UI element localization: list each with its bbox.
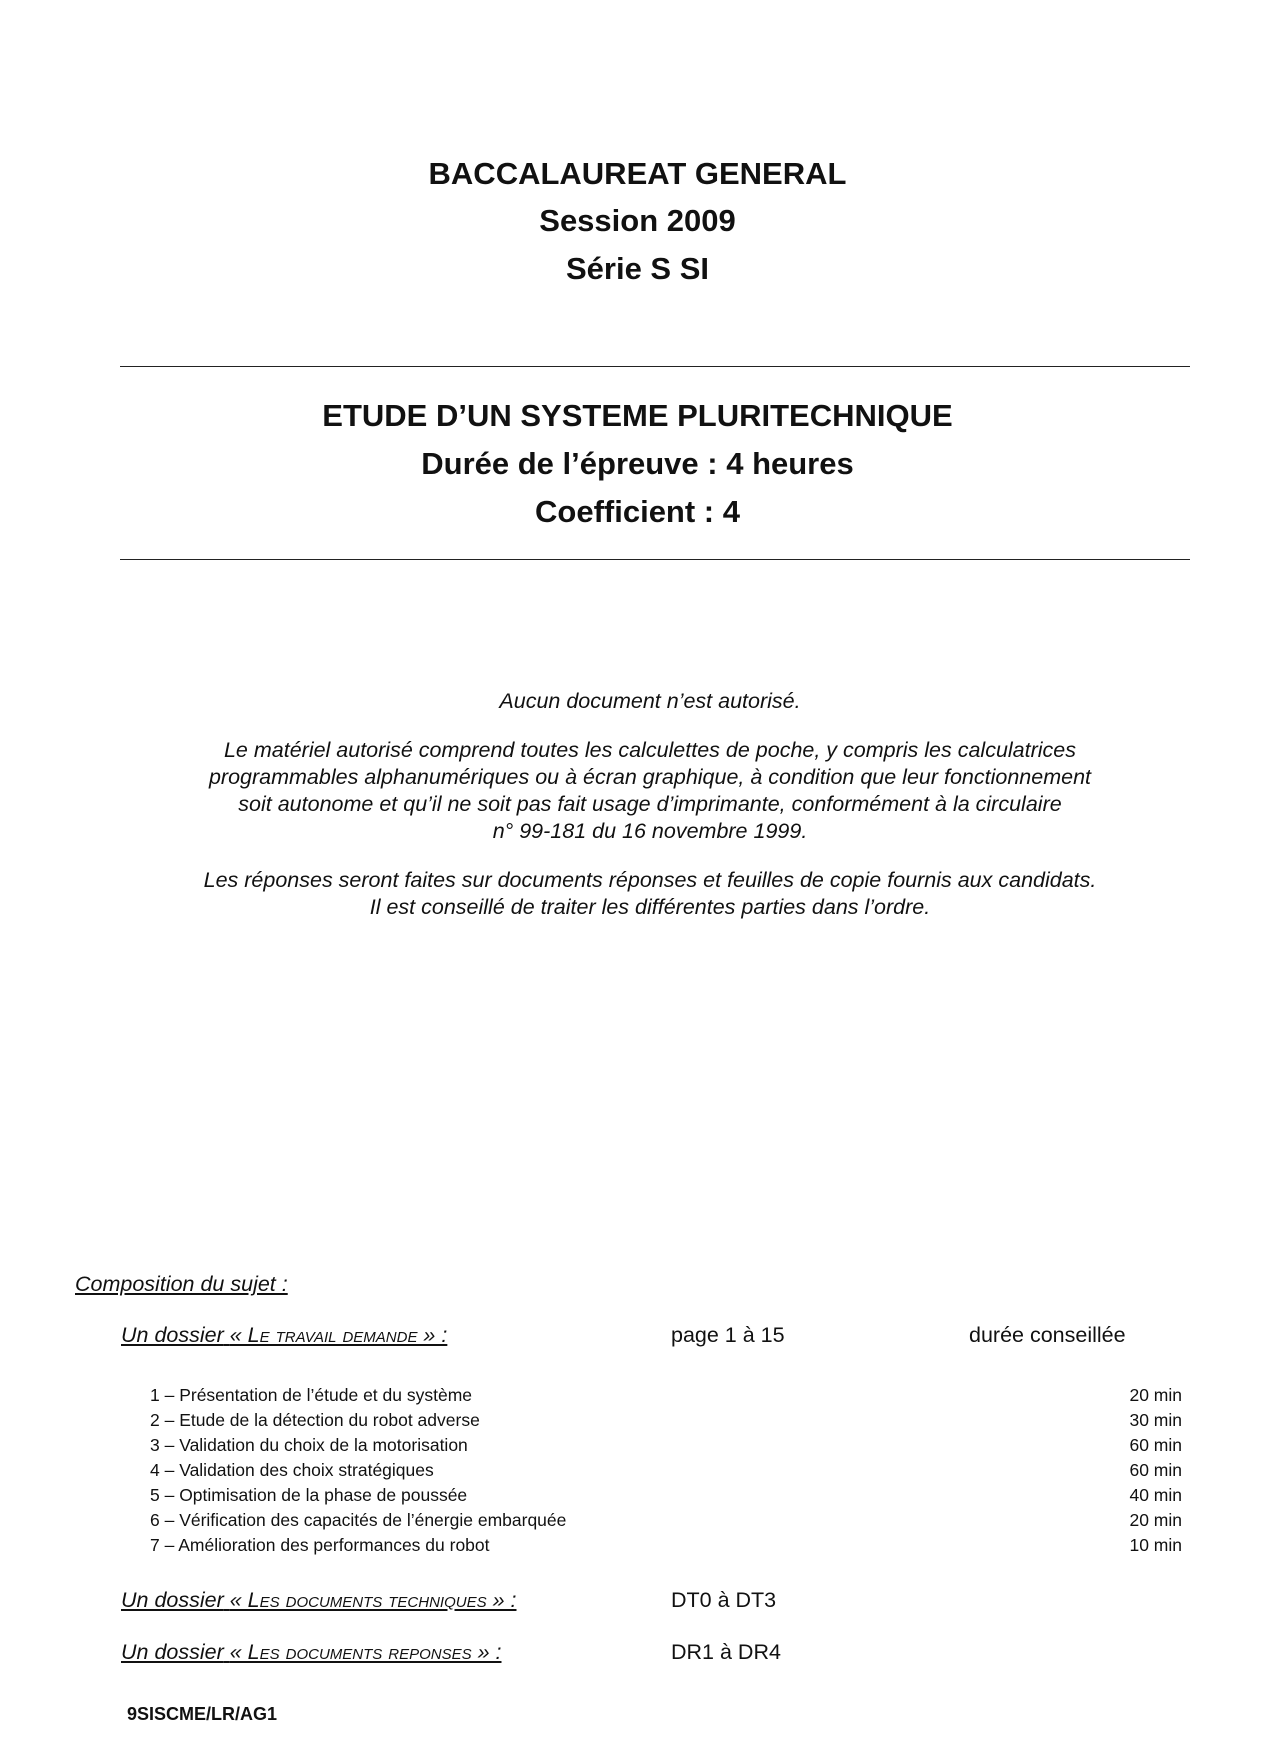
part-7: 7 – Amélioration des performances du robot	[150, 1535, 490, 1555]
material-line-4: n° 99-181 du 16 novembre 1999.	[492, 819, 808, 843]
part-5-time: 40 min	[1129, 1485, 1182, 1505]
header-series: Série S SI	[565, 251, 710, 286]
part-3-time: 60 min	[1129, 1435, 1182, 1455]
dossier-techniques-pages: DT0 à DT3	[671, 1588, 777, 1612]
dossier-reponses-prefix: Un dossier	[121, 1640, 224, 1664]
material-line-1: Le matériel autorisé comprend toutes les calculettes de poche, y compris les calculatrices	[223, 738, 1077, 762]
part-6-time: 20 min	[1129, 1510, 1182, 1530]
exam-title: ETUDE D’UN SYSTEME PLURITECHNIQUE	[322, 398, 953, 433]
part-7-time: 10 min	[1129, 1535, 1182, 1555]
dossier-travail-prefix: Un dossier	[121, 1323, 224, 1347]
dossier-reponses-name: « Les documents reponses » :	[229, 1640, 502, 1664]
answers-line-2: Il est conseillé de traiter les différentes parties dans l’ordre.	[369, 895, 931, 919]
composition-heading: Composition du sujet :	[75, 1272, 288, 1296]
exam-duration: Durée de l’épreuve : 4 heures	[421, 446, 854, 481]
footer-code: 9SISCME/LR/AG1	[127, 1704, 278, 1724]
instructions	[110, 688, 1190, 921]
part-1: 1 – Présentation de l’étude et du système	[150, 1385, 473, 1405]
material-line-2: programmables alphanumériques ou à écran graphique, à condition que leur fonctionnement	[208, 765, 1092, 789]
answers-line-1: Les réponses seront faites sur documents réponses et feuilles de copie fournis aux candidats.	[203, 868, 1097, 892]
dossier-techniques-label	[121, 1588, 516, 1613]
duration-label: durée conseillée	[969, 1323, 1126, 1347]
part-4-time: 60 min	[1129, 1460, 1182, 1480]
dossier-travail-name: « Le travail demande » :	[229, 1323, 448, 1347]
bottom-divider	[120, 559, 1190, 560]
no-document-note: Aucun document n’est autorisé.	[499, 689, 801, 713]
part-6: 6 – Vérification des capacités de l’énergie embarquée	[150, 1510, 567, 1530]
material-line-3: soit autonome et qu’il ne soit pas fait usage d’imprimante, conformément à la circulaire	[238, 792, 1062, 816]
exam-coefficient: Coefficient : 4	[535, 494, 740, 529]
part-1-time: 20 min	[1129, 1385, 1182, 1405]
header-line-1: BACCALAUREAT GENERAL	[428, 156, 847, 191]
header-session: Session 2009	[539, 203, 736, 238]
dossier-travail-label	[121, 1323, 447, 1348]
dossier-techniques-prefix: Un dossier	[121, 1588, 224, 1612]
part-2: 2 – Etude de la détection du robot adverse	[150, 1410, 480, 1430]
dossier-techniques-name: « Les documents techniques » :	[229, 1588, 517, 1612]
dossier-reponses-label	[121, 1640, 502, 1665]
dossier-travail-pages: page 1 à 15	[671, 1323, 785, 1347]
dossier-reponses-pages: DR1 à DR4	[671, 1640, 781, 1664]
part-5: 5 – Optimisation de la phase de poussée	[150, 1485, 468, 1505]
top-divider	[120, 366, 1190, 367]
part-3: 3 – Validation du choix de la motorisation	[150, 1435, 468, 1455]
part-4: 4 – Validation des choix stratégiques	[150, 1460, 434, 1480]
part-2-time: 30 min	[1129, 1410, 1182, 1430]
